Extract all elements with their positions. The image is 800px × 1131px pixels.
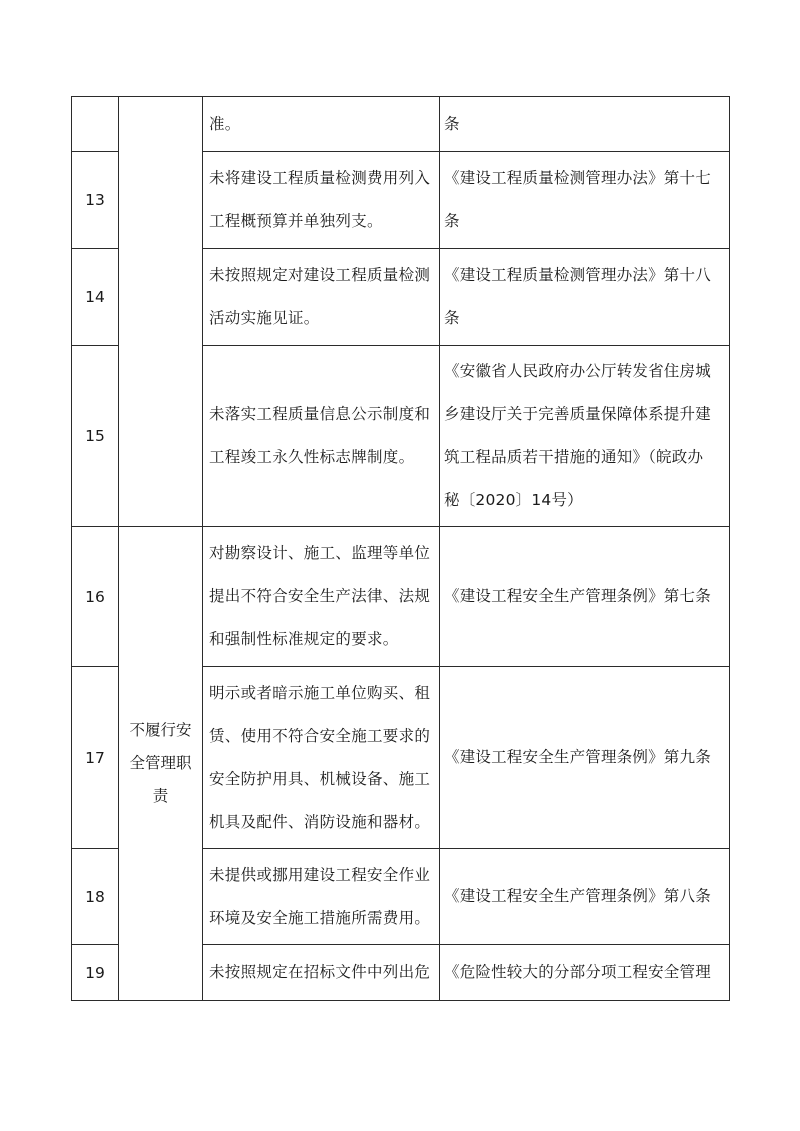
basis-cell: 《建设工程安全生产管理条例》第九条 [440, 667, 730, 849]
category-cell: 不履行安 全管理职 责 [119, 527, 203, 1001]
row-number: 17 [72, 667, 119, 849]
desc-cell: 未按照规定在招标文件中列出危 [203, 945, 440, 1001]
basis-cell: 《建设工程质量检测管理办法》第十八条 [440, 249, 730, 346]
row-number: 15 [72, 346, 119, 527]
num-cell [72, 97, 119, 152]
regulation-table [71, 96, 730, 1001]
row-number: 16 [72, 527, 119, 667]
basis-cell: 《安徽省人民政府办公厅转发省住房城 乡建设厅关于完善质量保障体系提升建 筑工程品质若干措施的通知》（皖政办 秘〔2020〕14号） [440, 346, 730, 527]
table-row [72, 97, 730, 152]
desc-cell: 未提供或挪用建设工程安全作业 环境及安全施工措施所需费用。 [203, 849, 440, 945]
desc-cell: 未按照规定对建设工程质量检测 活动实施见证。 [203, 249, 440, 346]
desc-cell: 未将建设工程质量检测费用列入 工程概预算并单独列支。 [203, 152, 440, 249]
row-number: 14 [72, 249, 119, 346]
desc-cell: 准。 [203, 97, 440, 152]
basis-cell: 《危险性较大的分部分项工程安全管理 [440, 945, 730, 1001]
basis-cell: 《建设工程安全生产管理条例》第七条 [440, 527, 730, 667]
desc-cell: 未落实工程质量信息公示制度和 工程竣工永久性标志牌制度。 [203, 346, 440, 527]
row-number: 18 [72, 849, 119, 945]
table-row [72, 527, 730, 667]
row-number: 13 [72, 152, 119, 249]
basis-cell: 《建设工程质量检测管理办法》第十七条 [440, 152, 730, 249]
desc-cell: 对勘察设计、施工、监理等单位 提出不符合安全生产法律、法规 和强制性标准规定的要求。 [203, 527, 440, 667]
basis-cell: 条 [440, 97, 730, 152]
category-cell [119, 97, 203, 527]
row-number: 19 [72, 945, 119, 1001]
basis-cell: 《建设工程安全生产管理条例》第八条 [440, 849, 730, 945]
desc-cell: 明示或者暗示施工单位购买、租 赁、使用不符合安全施工要求的 安全防护用具、机械设备、施工 机具及配件、消防设施和器材。 [203, 667, 440, 849]
